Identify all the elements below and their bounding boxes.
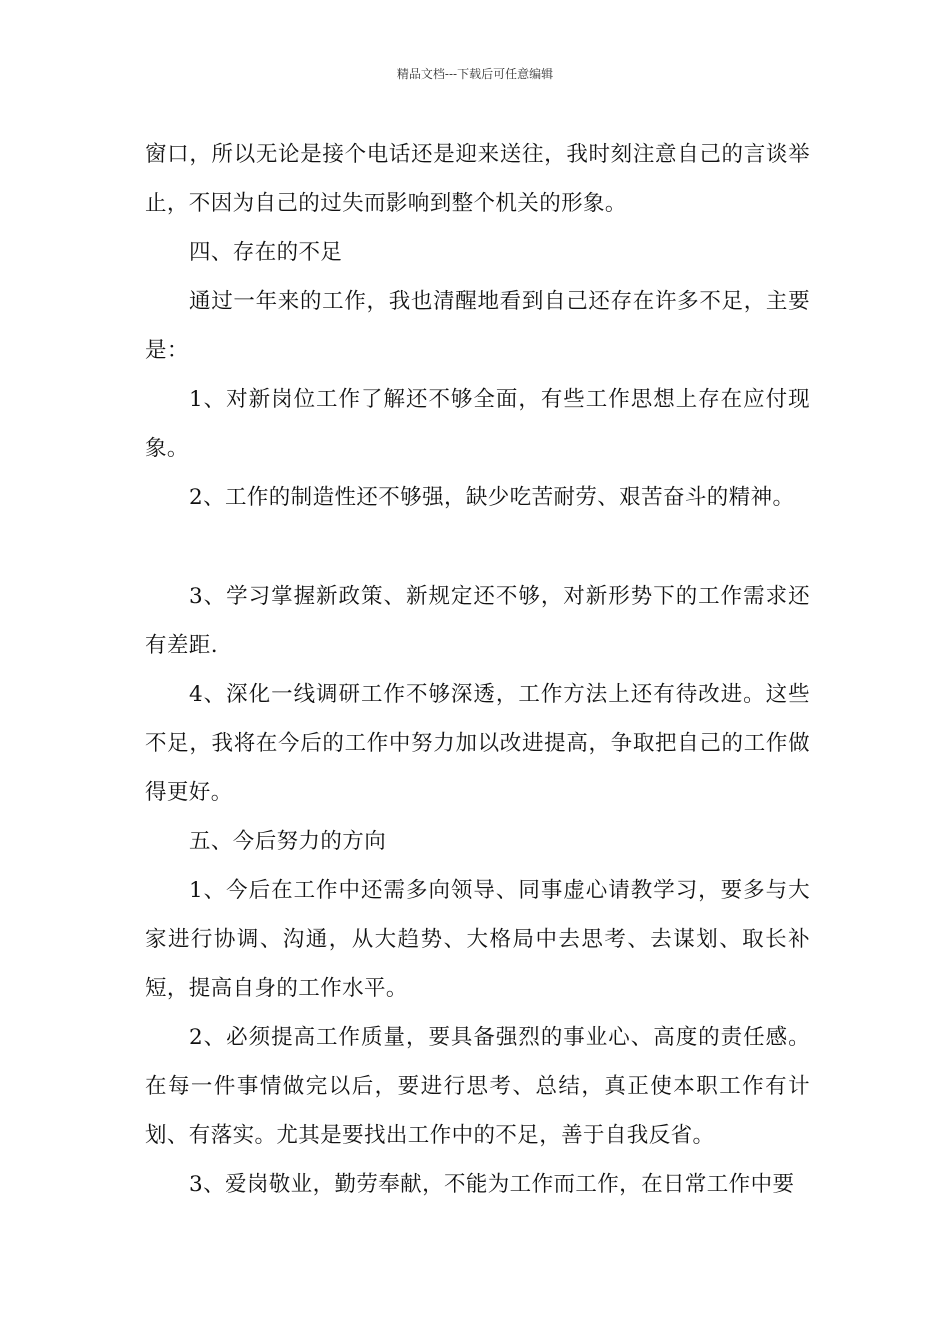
paragraph-continuation: 窗口，所以无论是接个电话还是迎来送往，我时刻注意自己的言谈举止，不因为自己的过失而影响到整个机关的形象。 [145,142,810,216]
list-item-shortcoming-1: 1、对新岗位工作了解还不够全面，有些工作思想上存在应付现象。 [145,387,810,461]
document-body [145,130,810,1209]
list-item-direction-1: 1、今后在工作中还需多向领导、同事虚心请教学习，要多与大家进行协调、沟通，从大趋势、大格局中去思考、去谋划、取长补短，提高自身的工作水平。 [145,878,810,1001]
page-header: 精品文档---下载后可任意编辑 [396,67,554,81]
paragraph-intro-shortcomings: 通过一年来的工作，我也清醒地看到自己还存在许多不足，主要是： [145,289,810,363]
blank-line [145,522,810,572]
list-item-shortcoming-3: 3、学习掌握新政策、新规定还不够，对新形势下的工作需求还有差距. [145,584,810,658]
list-item-shortcoming-4: 4、深化一线调研工作不够深透，工作方法上还有待改进。这些不足，我将在今后的工作中努力加以改进提高，争取把自己的工作做得更好。 [145,682,810,805]
section-heading-future-direction: 五、今后努力的方向 [189,829,387,854]
section-heading-shortcomings: 四、存在的不足 [189,240,343,265]
list-item-direction-2: 2、必须提高工作质量，要具备强烈的事业心、高度的责任感。在每一件事情做完以后，要进行思考、总结，真正使本职工作有计划、有落实。尤其是要找出工作中的不足，善于自我反省。 [145,1025,810,1148]
list-item-direction-3: 3、爱岗敬业，勤劳奉献，不能为工作而工作，在日常工作中要 [189,1172,795,1197]
list-item-shortcoming-2: 2、工作的制造性还不够强，缺少吃苦耐劳、艰苦奋斗的精神。 [189,485,795,510]
